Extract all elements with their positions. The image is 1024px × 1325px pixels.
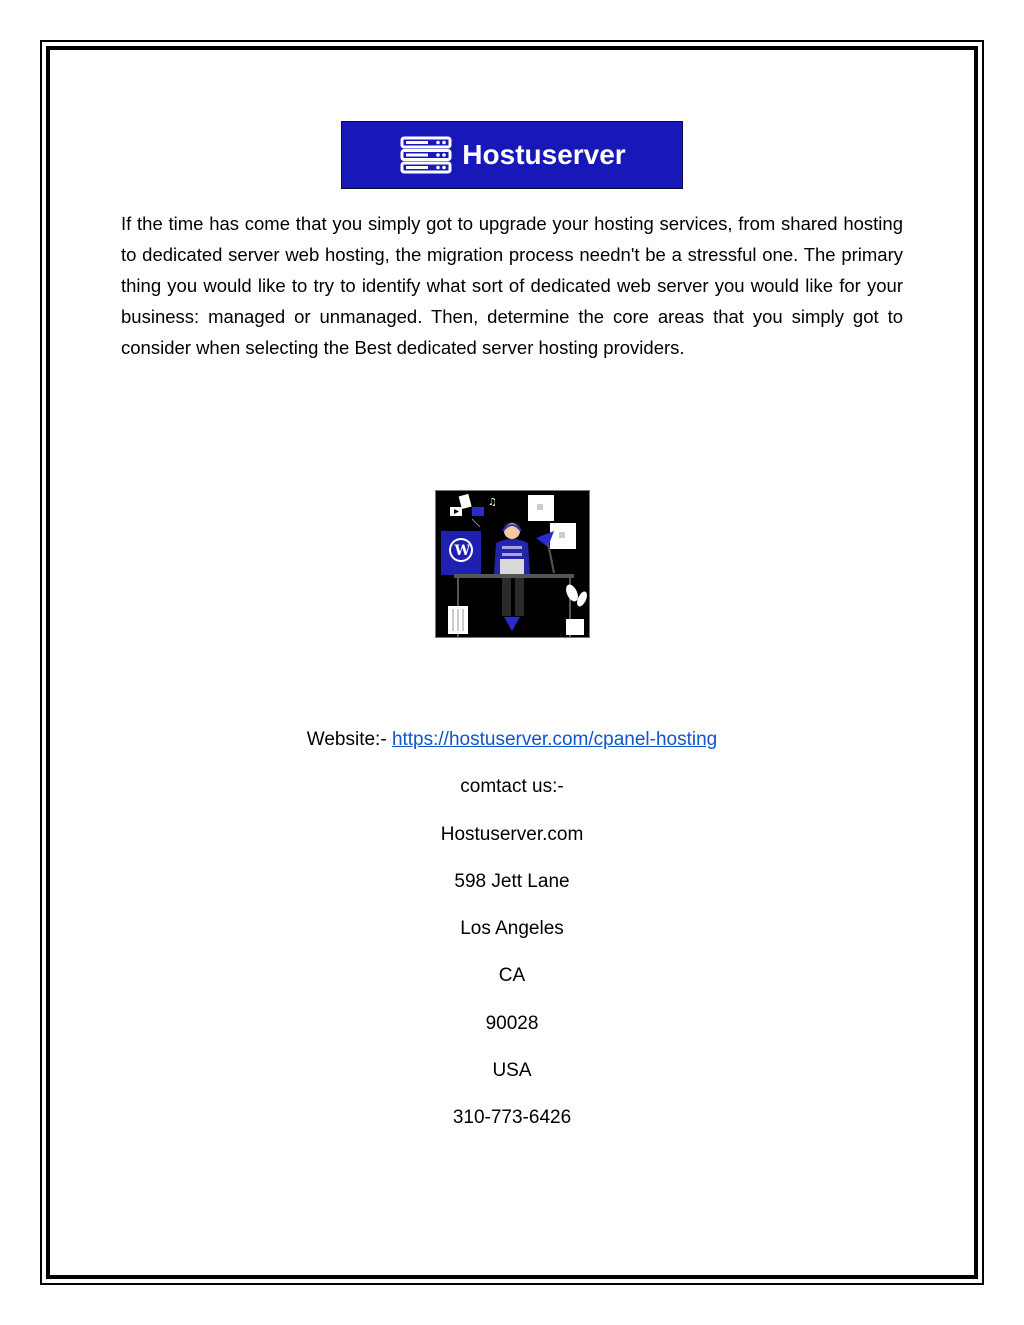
street-address: 598 Jett Lane — [454, 870, 570, 892]
state: CA — [498, 965, 526, 987]
hostuserver-logo — [341, 121, 683, 189]
city: Los Angeles — [460, 918, 564, 940]
contact-label: comtact us:- — [460, 776, 564, 798]
company-name: Hostuserver.com — [440, 823, 584, 845]
server-stack-icon — [398, 135, 454, 175]
developer-at-desk-illustration — [435, 490, 590, 638]
website-line — [0, 725, 1024, 772]
country: USA — [492, 1060, 532, 1082]
intro-paragraph: If the time has come that you simply got to upgrade your hosting services, from shared hosting to dedicated server web hosting, the migration process needn't be a stressful one. The primary thing you would like to try to identify what sort of dedicated web server you would like for your business: managed or unmanaged. Then, determine the core areas that you simply got to consider when selecting the Best dedicated server hosting providers. — [121, 213, 903, 358]
website-label: Website:- — [306, 729, 392, 750]
svg-text:♫: ♫ — [488, 497, 497, 508]
logo-text: Hostuserver — [462, 139, 626, 170]
phone-number: 310-773-6426 — [452, 1107, 572, 1129]
svg-text:W: W — [454, 543, 471, 559]
website-link[interactable]: https://hostuserver.com/cpanel-hosting — [391, 729, 718, 750]
contact-block — [0, 725, 1024, 1151]
zip-code: 90028 — [485, 1012, 539, 1034]
